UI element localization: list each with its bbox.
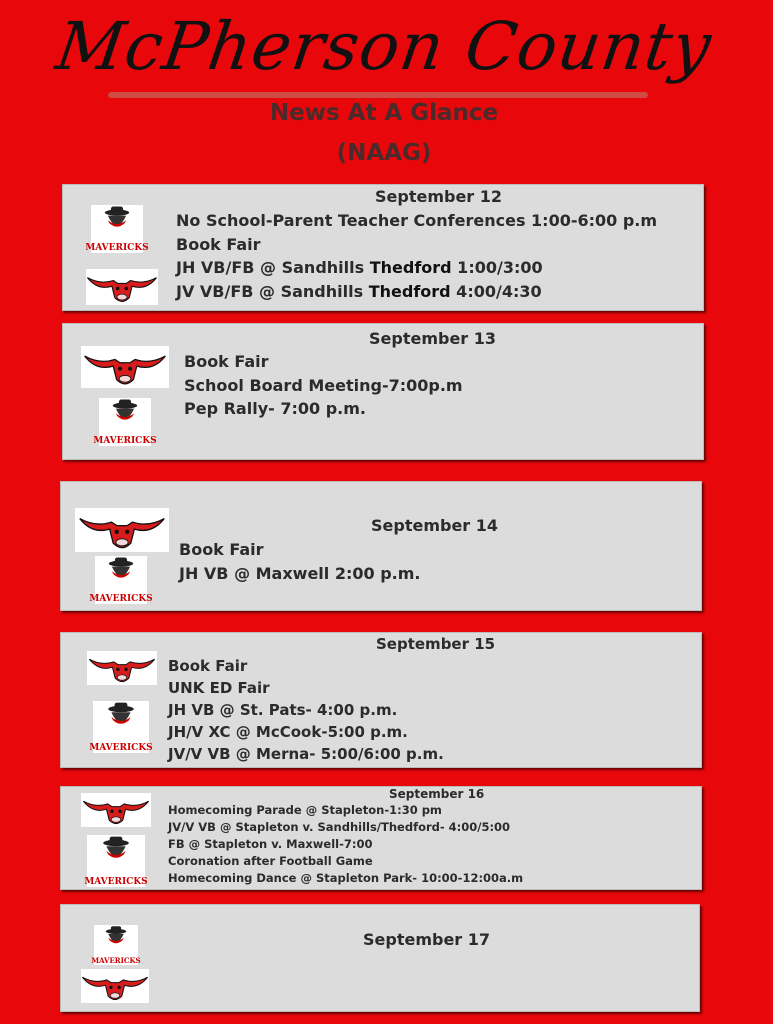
svg-text:MAVERICKS: MAVERICKS bbox=[89, 743, 153, 753]
event-item: Homecoming Parade @ Stapleton-1:30 pm bbox=[168, 803, 442, 817]
event-item: Book Fair bbox=[184, 352, 269, 371]
day-date: September 13 bbox=[369, 329, 497, 348]
event-item: FB @ Stapleton v. Maxwell-7:00 bbox=[168, 837, 373, 851]
event-item: JH VB @ St. Pats- 4:00 p.m. bbox=[168, 701, 398, 719]
event-item: UNK ED Fair bbox=[168, 679, 270, 697]
day-card-sep15 bbox=[60, 632, 702, 768]
event-list bbox=[184, 350, 463, 421]
event-item: JH/V XC @ McCook-5:00 p.m. bbox=[168, 723, 408, 741]
bull-logo bbox=[81, 793, 151, 827]
event-item: JV VB/FB @ Sandhills Thedford 4:00/4:30 bbox=[176, 281, 542, 301]
page-title: McPherson County bbox=[51, 8, 717, 85]
mavericks-logo bbox=[89, 701, 153, 753]
event-item: Book Fair bbox=[176, 234, 261, 254]
bull-logo bbox=[86, 269, 158, 305]
event-list bbox=[179, 538, 421, 585]
svg-text:MAVERICKS: MAVERICKS bbox=[91, 956, 141, 965]
day-card-sep17 bbox=[60, 904, 700, 1012]
day-date: September 14 bbox=[371, 516, 499, 535]
svg-text:MAVERICKS: MAVERICKS bbox=[89, 594, 153, 604]
svg-text:MAVERICKS: MAVERICKS bbox=[84, 877, 148, 887]
day-date: September 17 bbox=[363, 930, 491, 949]
day-date: September 16 bbox=[389, 787, 485, 801]
day-date: September 15 bbox=[376, 635, 496, 653]
event-item: JV/V VB @ Stapleton v. Sandhills/Thedford- 4:00/5:00 bbox=[168, 820, 511, 834]
event-list bbox=[168, 655, 444, 765]
event-item: Book Fair bbox=[168, 657, 248, 675]
event-item: Coronation after Football Game bbox=[168, 854, 373, 868]
event-item: School Board Meeting-7:00p.m bbox=[184, 375, 463, 395]
page-subtitle: News At A Glance bbox=[269, 100, 499, 126]
mavericks-logo bbox=[84, 835, 148, 887]
bull-logo bbox=[81, 346, 169, 388]
title-underline bbox=[108, 92, 648, 98]
day-date: September 12 bbox=[375, 187, 503, 206]
event-item: JV/V VB @ Merna- 5:00/6:00 p.m. bbox=[168, 745, 444, 763]
svg-text:MAVERICKS: MAVERICKS bbox=[85, 243, 149, 253]
event-item: Book Fair bbox=[179, 540, 264, 559]
mavericks-logo bbox=[85, 205, 149, 253]
day-card-sep13 bbox=[62, 323, 704, 460]
event-item: Homecoming Dance @ Stapleton Park- 10:00-12:00a.m bbox=[168, 871, 524, 885]
day-card-sep14 bbox=[60, 481, 702, 611]
event-item: JH VB @ Maxwell 2:00 p.m. bbox=[179, 563, 421, 583]
page-subtitle-acronym: (NAAG) bbox=[336, 140, 432, 166]
event-list bbox=[168, 802, 523, 887]
day-card-sep16 bbox=[60, 786, 702, 890]
svg-text:MAVERICKS: MAVERICKS bbox=[93, 436, 157, 446]
mavericks-logo bbox=[89, 556, 153, 604]
bull-logo bbox=[75, 508, 169, 552]
bull-logo bbox=[81, 969, 149, 1003]
event-item: Pep Rally- 7:00 p.m. bbox=[184, 399, 366, 418]
mavericks-logo bbox=[91, 925, 141, 965]
event-list bbox=[176, 209, 657, 303]
mavericks-logo bbox=[93, 398, 157, 446]
bull-logo bbox=[87, 651, 157, 685]
day-card-sep12 bbox=[62, 184, 704, 311]
event-item: JH VB/FB @ Sandhills Thedford 1:00/3:00 bbox=[176, 258, 543, 277]
event-item: No School-Parent Teacher Conferences 1:00-6:00 p.m bbox=[176, 211, 658, 230]
